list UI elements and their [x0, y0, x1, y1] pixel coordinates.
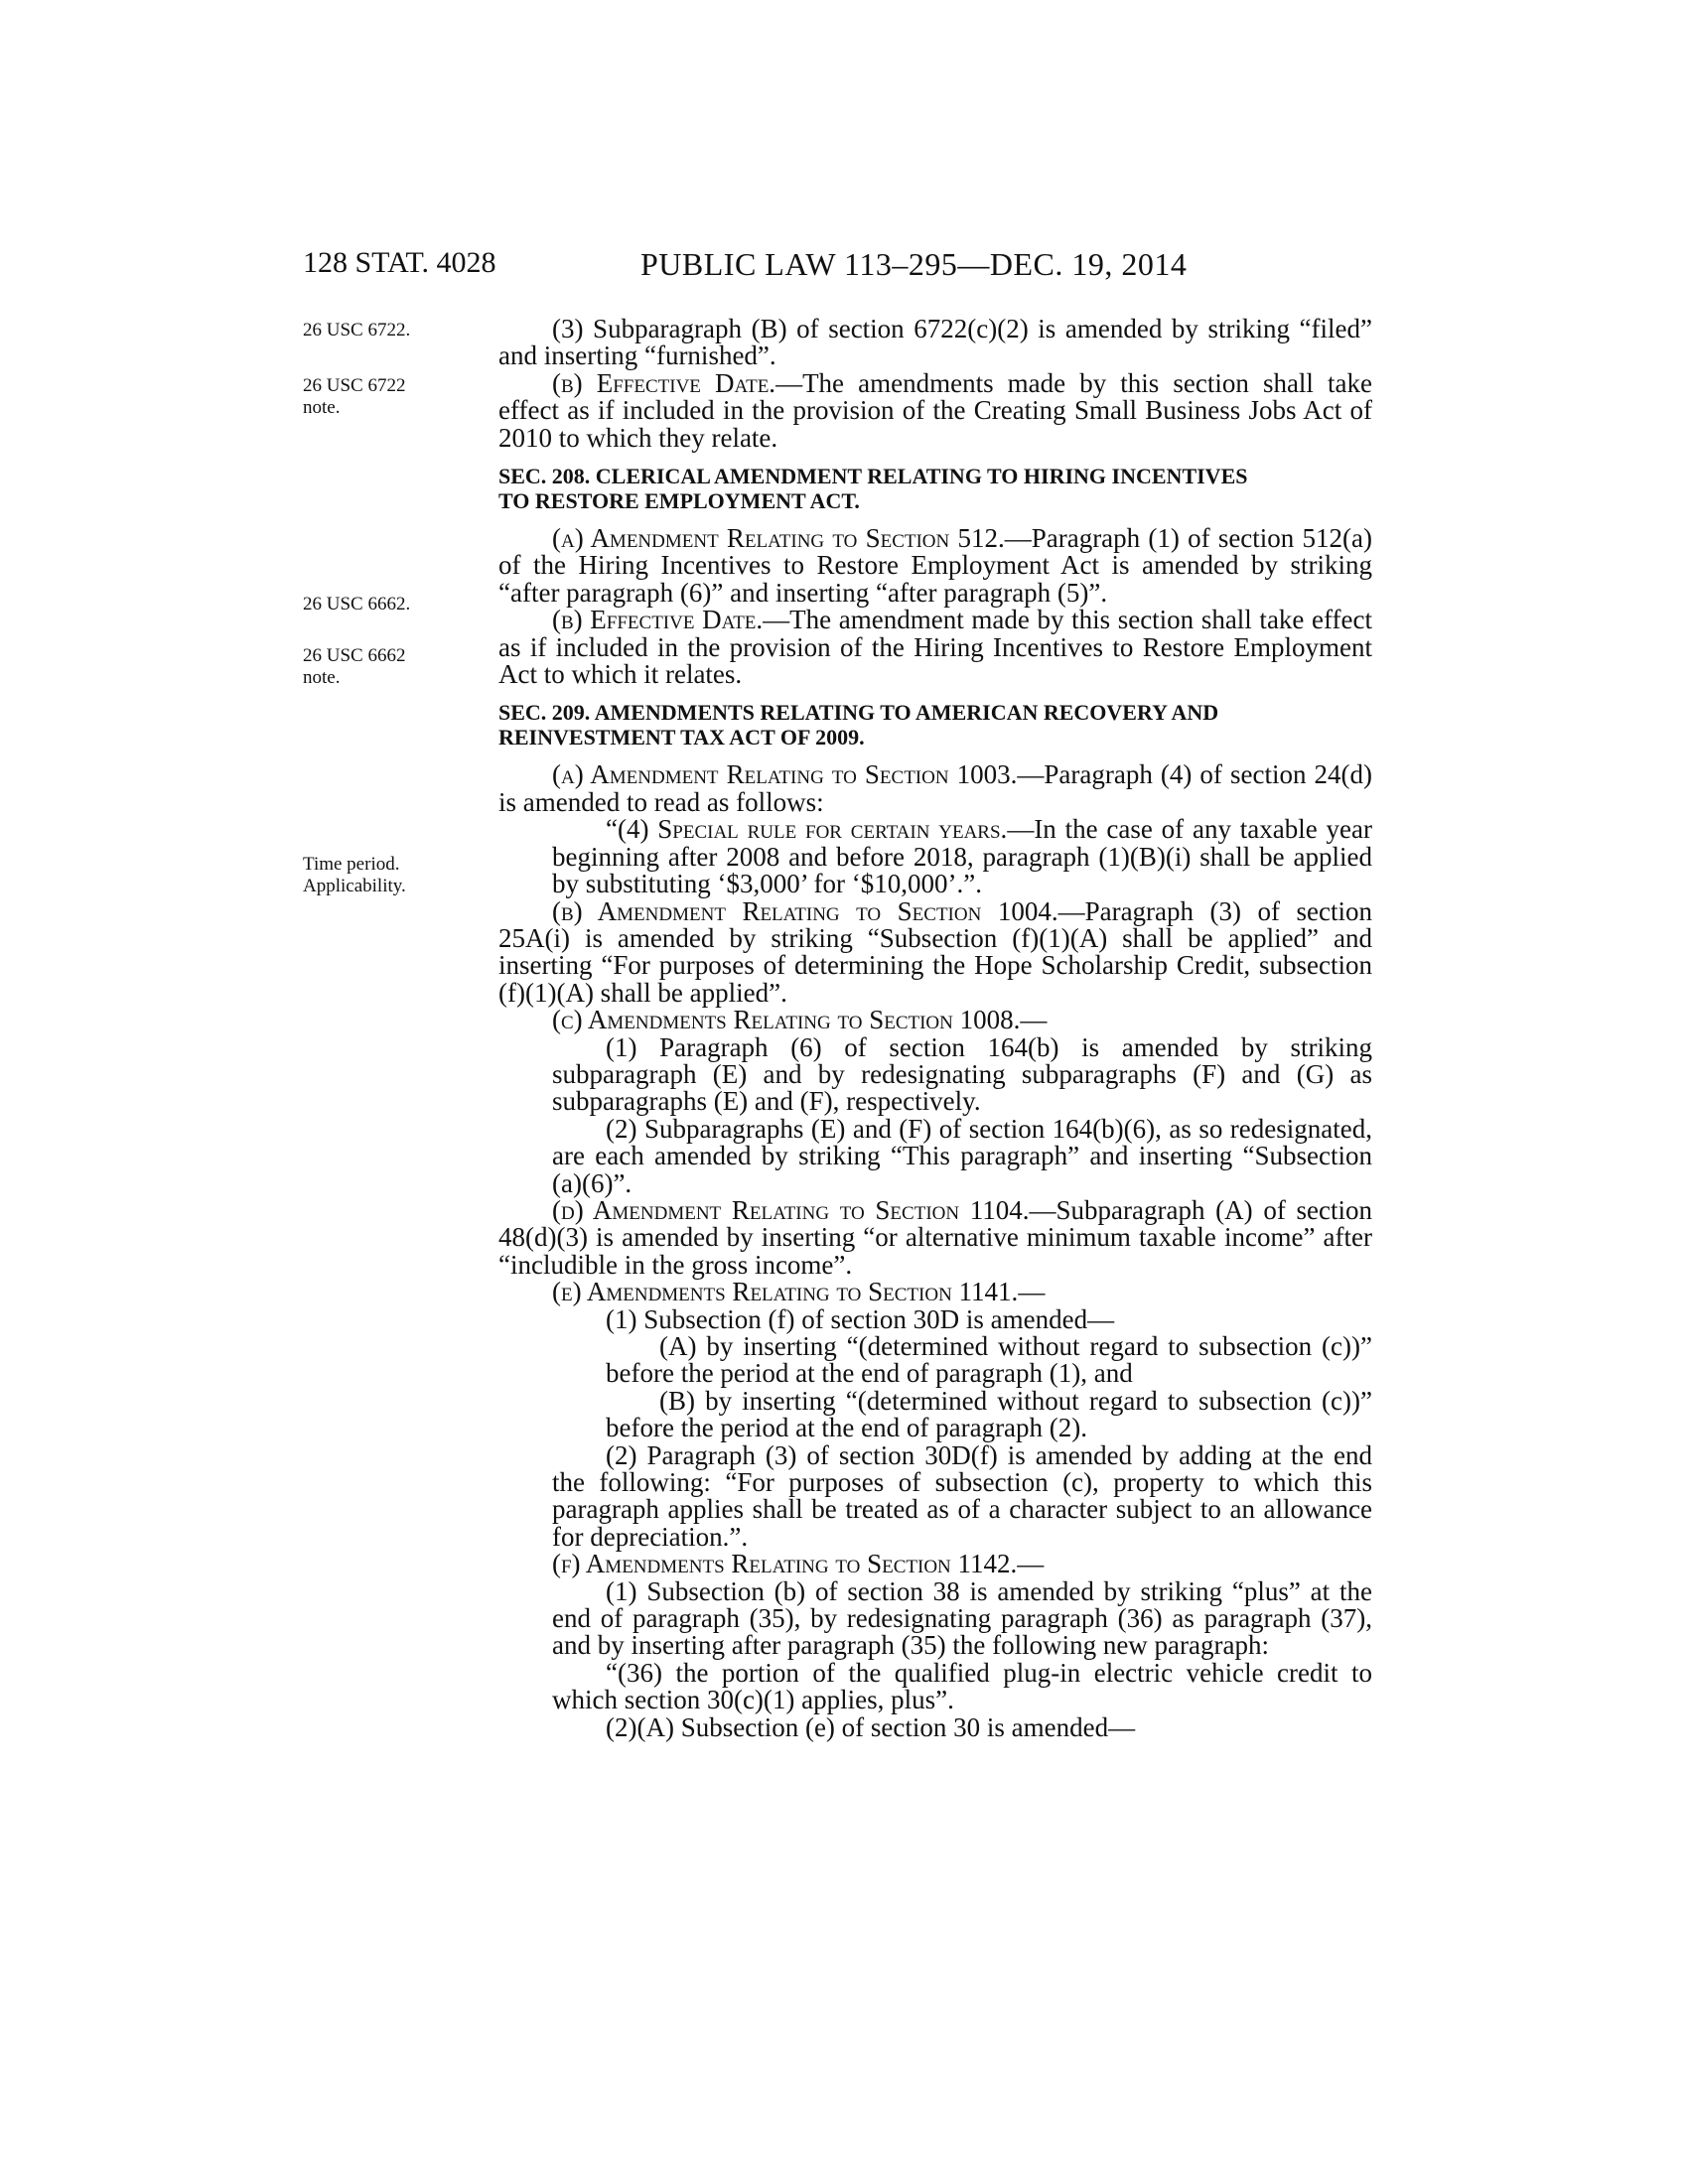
paragraph-heading: (b) Effective Date.: [552, 605, 764, 635]
paragraph: [498, 1007, 1372, 1033]
paragraph: [498, 525, 1372, 607]
paragraph: [498, 1194, 1372, 1280]
statute-page-number: 128 STAT. 4028: [303, 246, 496, 279]
paragraph: (1) Subsection (b) of section 38 is amended by striking “plus” at the end of paragraph (35), by redesignating paragraph (36) as paragraph (37), and by inserting after paragraph (35) the following new paragraph:: [552, 1575, 1372, 1661]
section-heading-line: SEC. 208. CLERICAL AMENDMENT RELATING TO HIRING INCENTIVES: [498, 464, 1248, 489]
margin-note: note.: [303, 667, 341, 688]
paragraph-text: —Subparagraph (A) of section 48(d)(3) is amended by inserting “or alternative minimum taxable income” after “includible in the gross income”.: [498, 1194, 1372, 1280]
paragraph-heading: (f) Amendments Relating to Section 1142.: [552, 1549, 1018, 1579]
paragraph-text: —Paragraph (4) of section 24(d) is amended to read as follows:: [498, 759, 1372, 817]
statute-body: [498, 316, 1372, 1741]
subparagraph: (B) by inserting “(determined without regard to subsection (c))” before the period at the end of paragraph (2).: [606, 1385, 1372, 1443]
margin-note: 26 USC 6662.: [303, 594, 411, 614]
section-heading-line: SEC. 209. AMENDMENTS RELATING TO AMERICAN RECOVERY AND: [498, 700, 1219, 726]
page-header: [303, 246, 1216, 286]
paragraph-heading: (b) Amendment Relating to Section 1004.: [552, 895, 1058, 926]
paragraph-heading: (c) Amendments Relating to Section 1008.: [552, 1005, 1021, 1035]
section-heading-line: REINVESTMENT TAX ACT OF 2009.: [498, 725, 865, 751]
margin-note: 26 USC 6722: [303, 375, 406, 396]
paragraph-heading: (e) Amendments Relating to Section 1141.: [552, 1277, 1019, 1307]
paragraph-heading: (a) Amendment Relating to Section 512.: [552, 523, 1005, 554]
section-208-heading: [498, 464, 1372, 513]
subparagraph: (A) by inserting “(determined without regard to subsection (c))” before the period at the end of paragraph (1), and: [606, 1331, 1372, 1389]
section-209-heading: [498, 700, 1372, 750]
paragraph-text: —Paragraph (3) of section 25A(i) is amended by striking “Subsection (f)(1)(A) shall be applied” and inserting “For purposes of determining the Hope Scholarship Credit, subsection (f)(1)(A) shall be applied”.: [498, 895, 1372, 1008]
margin-note: Applicability.: [303, 876, 406, 896]
paragraph: [498, 1279, 1372, 1305]
paragraph: (2)(A) Subsection (e) of section 30 is amended—: [606, 1711, 1136, 1742]
paragraph: [498, 607, 1372, 688]
paragraph-text: —The amendment made by this section shall take effect as if included in the provision of the Hiring Incentives to Restore Employment Act to which it relates.: [498, 605, 1372, 690]
margin-note: Time period.: [303, 854, 400, 875]
paragraph: [498, 1551, 1372, 1577]
paragraph-text: —Paragraph (1) of section 512(a) of the Hiring Incentives to Restore Employment Act is amended by striking “after paragraph (6)” and inserting “after paragraph (5)”.: [498, 523, 1372, 608]
section-heading-line: TO RESTORE EMPLOYMENT ACT.: [498, 488, 860, 514]
paragraph-heading: (a) Amendment Relating to Section 1003.: [552, 759, 1018, 790]
quoted-paragraph: “(36) the portion of the qualified plug-in electric vehicle credit to which section 30(c)(1) applies, plus”.: [552, 1657, 1372, 1715]
margin-note: note.: [303, 397, 341, 418]
paragraph: (3) Subparagraph (B) of section 6722(c)(2) is amended by striking “filed” and inserting “furnished”.: [498, 314, 1372, 371]
paragraph-heading: (b) Effective Date.: [552, 367, 776, 398]
public-law-title: PUBLIC LAW 113–295—DEC. 19, 2014: [640, 246, 1188, 282]
paragraph-text: —: [1020, 1005, 1048, 1035]
paragraph-heading: (d) Amendment Relating to Section 1104.: [552, 1194, 1030, 1225]
paragraph-text: —The amendments made by this section shall take effect as if included in the provision of the Creating Small Business Jobs Act of 2010 to which they relate.: [498, 367, 1372, 453]
paragraph-heading: “(4) Special rule for certain years.: [606, 814, 1008, 845]
paragraph-text: —: [1017, 1549, 1045, 1579]
paragraph: [498, 367, 1372, 453]
paragraph-text: —: [1018, 1277, 1046, 1307]
paragraph: (1) Paragraph (6) of section 164(b) is amended by striking subparagraph (E) and by redesignating subparagraphs (F) and (G) as subparagraphs (E) and (F), respectively.: [552, 1031, 1372, 1117]
paragraph-text: —In the case of any taxable year beginning after 2008 and before 2018, paragraph (1)(B)(i) shall be applied by substituting ‘$3,000’ for ‘$10,000’.”.: [552, 814, 1372, 899]
paragraph: [498, 761, 1372, 816]
margin-note: 26 USC 6662: [303, 645, 406, 666]
quoted-paragraph: [498, 816, 1372, 897]
margin-note: 26 USC 6722.: [303, 320, 411, 341]
paragraph: (2) Paragraph (3) of section 30D(f) is amended by adding at the end the following: “For purposes of subsection (c), property to which this paragraph applies shall be treated as of a character subject to an allowance for depreciation.”.: [552, 1439, 1372, 1552]
paragraph: [498, 895, 1372, 1008]
paragraph: (2) Subparagraphs (E) and (F) of section 164(b)(6), as so redesignated, are each amended by striking “This paragraph” and inserting “Subsection (a)(6)”.: [552, 1113, 1372, 1198]
paragraph: (1) Subsection (f) of section 30D is amended—: [606, 1303, 1115, 1334]
